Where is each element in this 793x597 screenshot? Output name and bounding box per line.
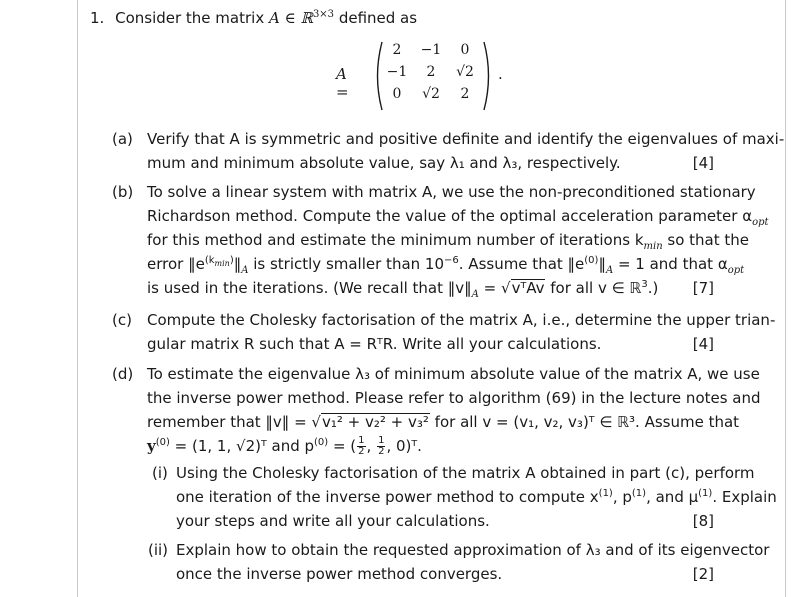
- part-d-i-label: (i): [152, 464, 168, 482]
- part-c-mark: [4]: [692, 335, 714, 353]
- part-b-line3: for this method and estimate the minimum number of iterations $k_{min}$ so that the: [147, 231, 750, 252]
- part-d-i-mark: [8]: [692, 512, 714, 530]
- part-b-line5: is used in the iterations. (We recall that $‖v‖_A$ = √vᵀAv for all v ∈ ℝ$^3$.): [147, 279, 659, 300]
- part-c-label: (c): [112, 311, 132, 329]
- part-c-line1: Compute the Cholesky factorisation of the matrix A, i.e., determine the upper trian-: [147, 311, 776, 329]
- part-d-line2: the inverse power method. Please refer to algorithm (69) in the lecture notes and: [147, 389, 761, 407]
- page-right-border: [785, 0, 786, 597]
- part-d-line3: remember that ‖v‖ = √v₁² + v₂² + v₃² for all v = (v₁, v₂, v₃)ᵀ ∈ ℝ³. Assume that: [147, 413, 740, 431]
- part-b-label: (b): [112, 183, 134, 201]
- part-c-line2: gular matrix R such that A = RᵀR. Write all your calculations.: [147, 335, 602, 353]
- part-d-line1: To estimate the eigenvalue λ₃ of minimum absolute value of the matrix A, we use: [147, 365, 760, 383]
- part-d-ii-line1: Explain how to obtain the requested approximation of λ₃ and of its eigenvector: [176, 541, 770, 559]
- matrix-cell: 2: [426, 64, 436, 80]
- part-d-ii-line2: once the inverse power method converges.: [176, 565, 503, 583]
- fraction-half: $\frac{1}{2}$: [378, 435, 385, 457]
- matrix-cell: −1: [420, 42, 442, 58]
- page-left-border: [77, 0, 78, 597]
- right-paren: [482, 40, 494, 112]
- matrix-cell: 0: [460, 42, 470, 58]
- matrix-period: .: [498, 65, 503, 83]
- part-a-line2: mum and minimum absolute value, say λ₁ and λ₃, respectively.: [147, 154, 621, 172]
- part-d-i-line2: one iteration of the inverse power method to compute $x^{(1)}$, $p^{(1)}$, and $\mu^{(1)}$. Explain: [176, 488, 777, 506]
- part-d-ii-label: (ii): [148, 541, 169, 559]
- matrix-cell: √2: [456, 64, 474, 80]
- part-b-line1: To solve a linear system with matrix A, we use the non-preconditioned stationary: [147, 183, 756, 201]
- part-a-line1: Verify that A is symmetric and positive definite and identify the eigenvalues of maxi-: [147, 130, 785, 148]
- part-d-i-line1: Using the Cholesky factorisation of the matrix A obtained in part (c), perform: [176, 464, 755, 482]
- part-b-line2: Richardson method. Compute the value of the optimal acceleration parameter $\alpha_{opt}$: [147, 207, 769, 228]
- part-b-mark: [7]: [692, 279, 714, 297]
- matrix-cell: 0: [392, 86, 402, 102]
- part-d-i-line3: your steps and write all your calculations.: [176, 512, 490, 530]
- part-a-mark: [4]: [692, 154, 714, 172]
- matrix-cell: −1: [386, 64, 408, 80]
- matrix-cell: 2: [460, 86, 470, 102]
- question-number: 1.: [90, 9, 105, 27]
- question-header: 1. Consider the matrix A ∈ ℝ$^{3\times 3}$ defined as: [90, 9, 418, 27]
- part-d-line4: $y^{(0)} = (1$, 1, √2)ᵀ and $p^{(0)}$ = ( $\frac{1}{2}$ , $\frac{1}{2}$ , 0)ᵀ.: [147, 435, 422, 457]
- part-b-line4: error $‖e^{(k_{min})}‖_A$ is strictly smaller than $10^{-6}$. Assume that $‖e^{(0)}‖_A = 1$ and that $\alpha_{opt}$: [147, 255, 745, 276]
- matrix-label: A =: [336, 65, 349, 101]
- part-d-label: (d): [112, 365, 134, 383]
- matrix-cell: 2: [392, 42, 402, 58]
- matrix-cell: √2: [422, 86, 440, 102]
- fraction-half: $\frac{1}{2}$: [358, 435, 365, 457]
- part-d-ii-mark: [2]: [692, 565, 714, 583]
- part-a-label: (a): [112, 130, 133, 148]
